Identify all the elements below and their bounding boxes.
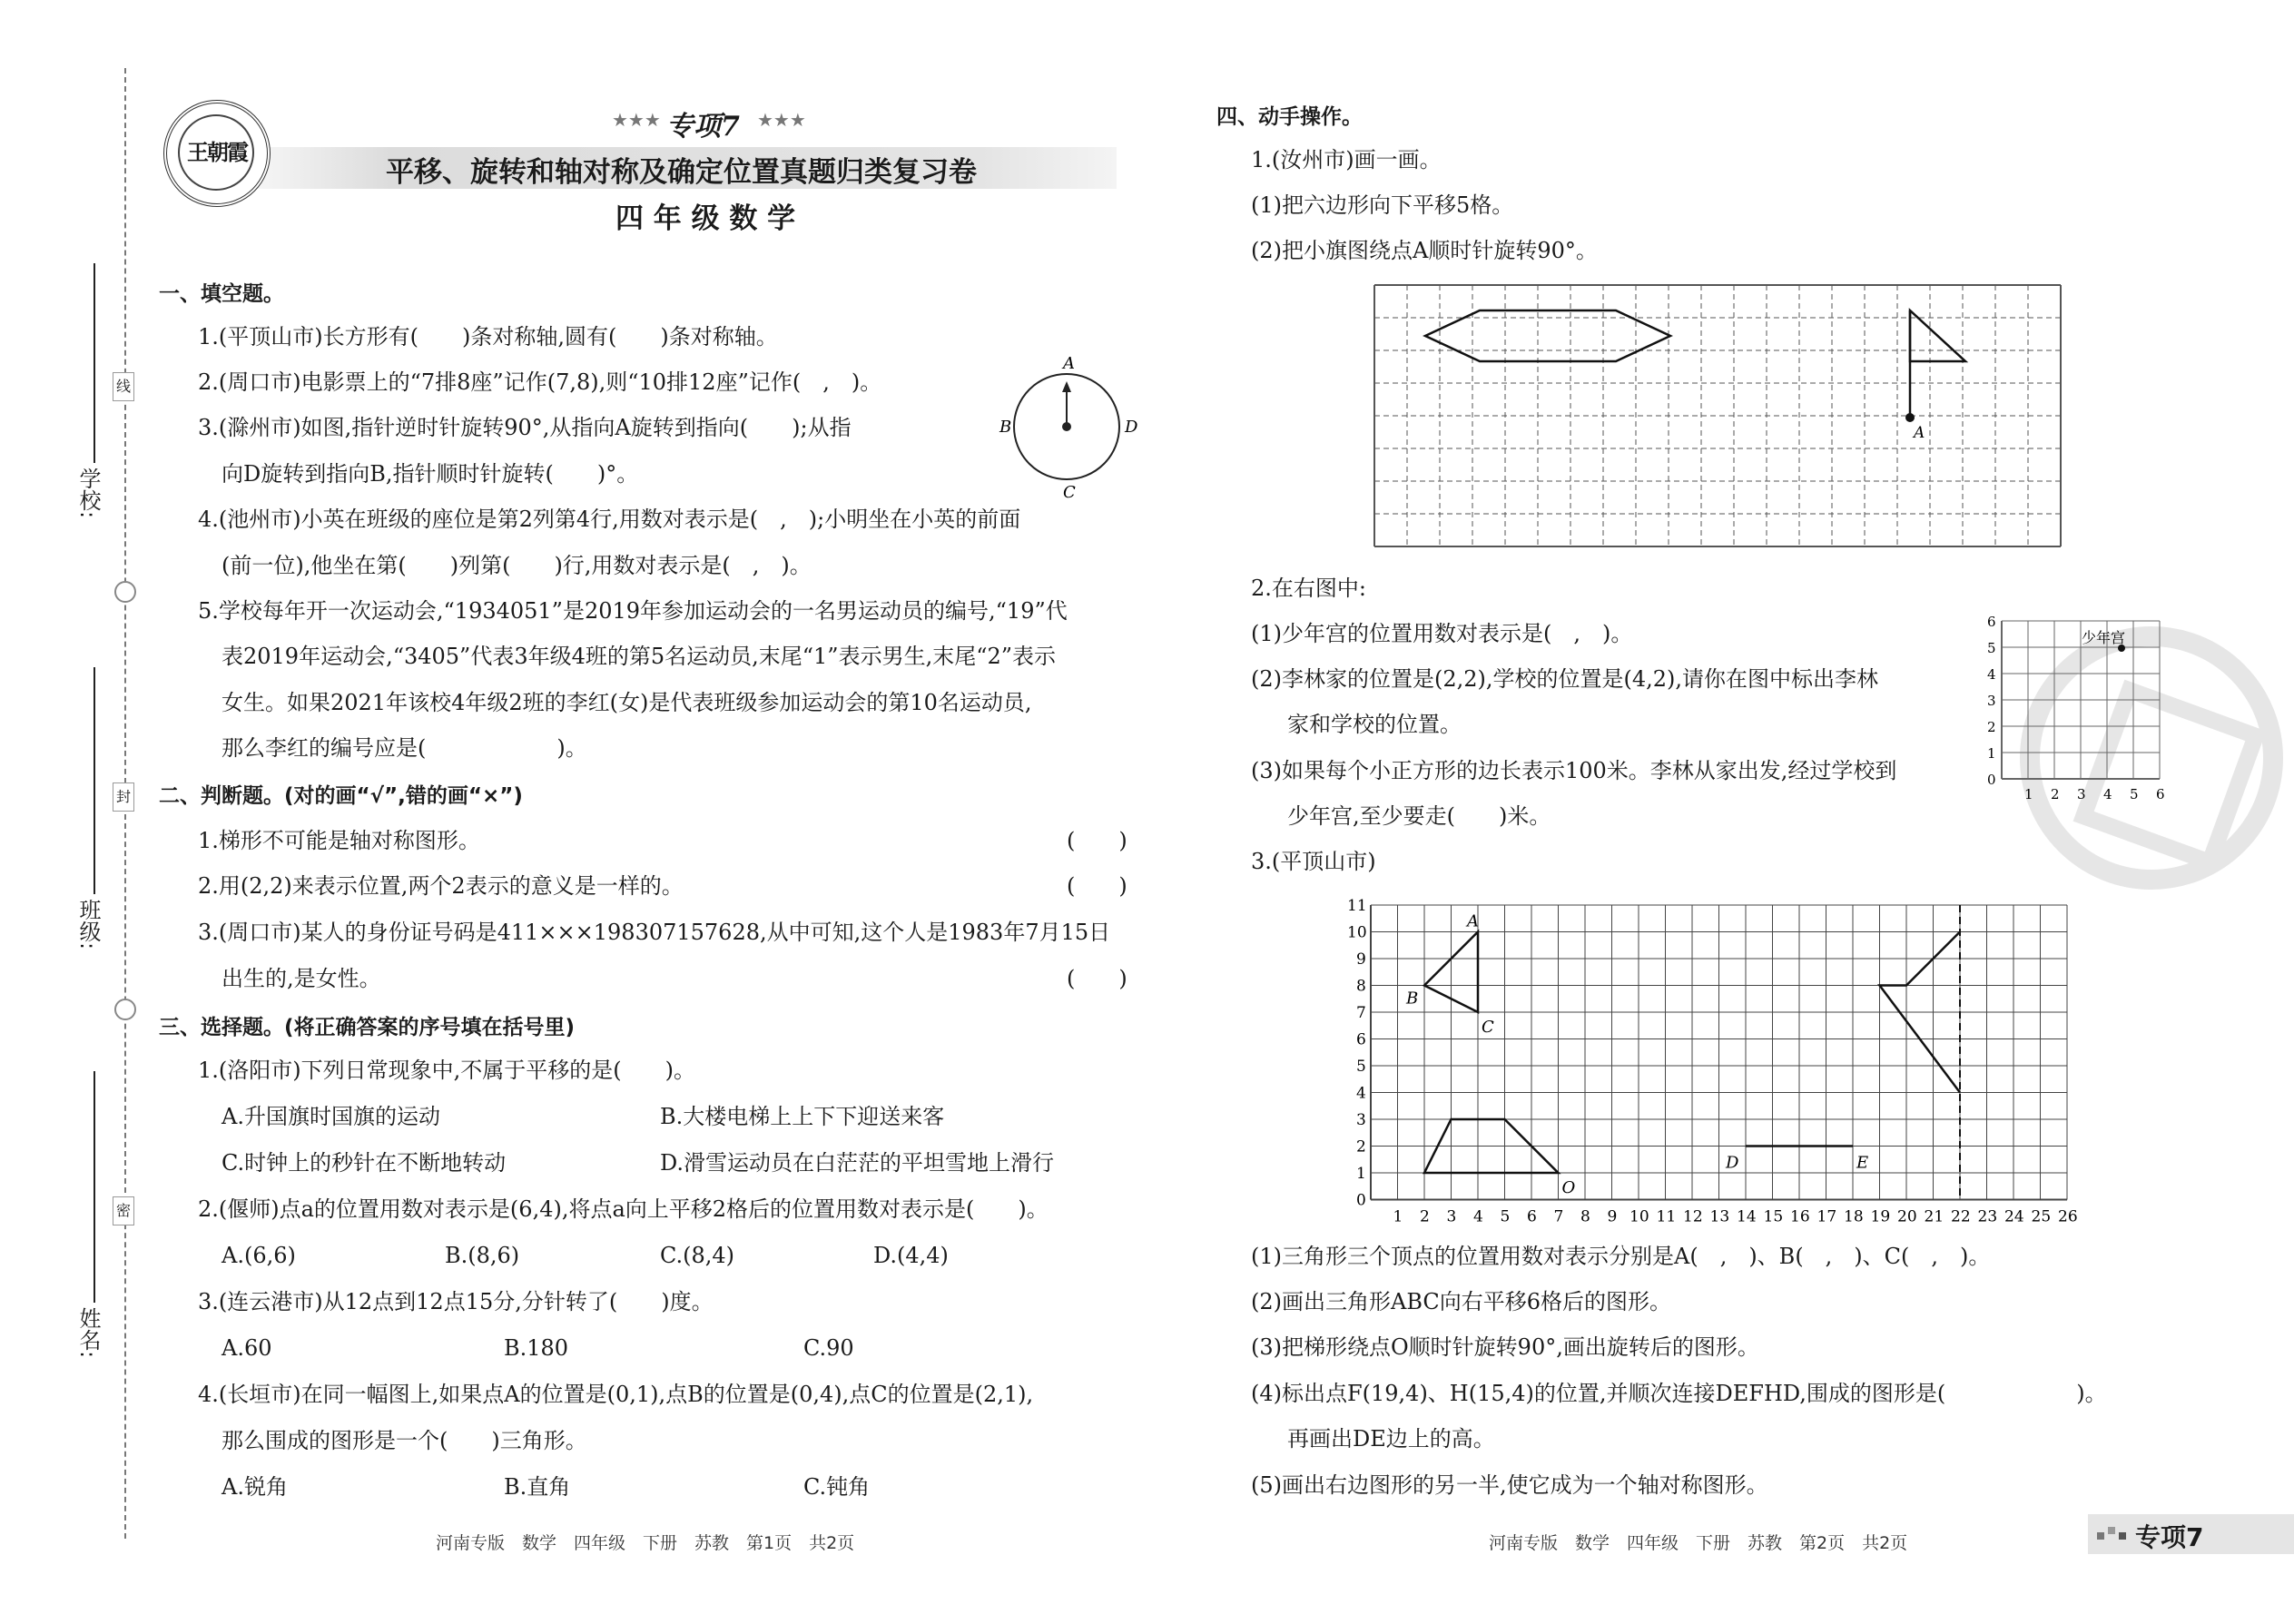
label-o: O: [1561, 1178, 1576, 1197]
choice-4-option-a[interactable]: A.锐角: [222, 1474, 288, 1500]
label-b: B: [1406, 989, 1419, 1009]
section-heading: 一、填空题。: [159, 282, 284, 306]
x-tick-label: 3: [1446, 1207, 1457, 1225]
y-tick-label: 7: [1356, 1004, 1366, 1022]
grid-3-shapes: [1405, 905, 1960, 1200]
choice-4-option-c[interactable]: C.钝角: [803, 1474, 871, 1500]
choice-3-option-b[interactable]: B.180: [504, 1335, 569, 1361]
label-a: A: [1467, 911, 1479, 931]
clock-center: [1062, 422, 1071, 431]
x-tick-label: 10: [1629, 1207, 1649, 1225]
question-1-4a: 4.(池州市)小英在班级的座位是第2列第4行,用数对表示是( , );小明坐在小英的前面: [198, 507, 1021, 532]
x-tick-label: 14: [1737, 1207, 1757, 1225]
y-tick-label: 9: [1356, 950, 1366, 969]
y-tick-label: 6: [1987, 614, 1996, 630]
y-tick-label: 8: [1356, 977, 1366, 996]
x-tick-label: 13: [1709, 1207, 1730, 1225]
page-title: 平移、旋转和轴对称及确定位置真题归类复习卷: [386, 156, 977, 189]
x-tick-label: 4: [2103, 786, 2112, 802]
task-3-5: (5)画出右边图形的另一半,使它成为一个轴对称图形。: [1251, 1472, 1768, 1498]
y-tick-label: 1: [1987, 745, 1996, 762]
task-2-2a: (2)李林家的位置是(2,2),学校的位置是(4,2),请你在图中标出李林: [1251, 666, 1879, 692]
task-3-3: (3)把梯形绕点O顺时针旋转90°,画出旋转后的图形。: [1251, 1334, 1759, 1360]
x-tick-label: 6: [2156, 786, 2165, 802]
page-subtitle: 四 年 级 数 学: [615, 202, 796, 235]
stars-right: ★★★: [757, 109, 806, 131]
clock-label-b: B: [999, 418, 1012, 437]
task-3-4a: (4)标出点F(19,4)、H(15,4)的位置,并顺次连接DEFHD,围成的图形是( )。: [1251, 1381, 2107, 1406]
clock-label-d: D: [1125, 418, 1138, 437]
x-tick-label: 1: [2024, 786, 2033, 802]
binding-hole-1: [114, 581, 136, 603]
grid-small-coordinates[interactable]: [1974, 608, 2197, 822]
task-2-2b: 家和学校的位置。: [1287, 712, 1462, 737]
x-tick-label: 2: [2051, 786, 2060, 802]
x-tick-label: 5: [2130, 786, 2139, 802]
name-label: 姓名:: [75, 1307, 101, 1359]
x-tick-label: 7: [1553, 1207, 1564, 1225]
x-tick-label: 19: [1870, 1207, 1891, 1225]
y-tick-label: 0: [1987, 772, 1996, 788]
choice-2-option-d[interactable]: D.(4,4): [873, 1243, 949, 1268]
footer-right: 河南专版 数学 四年级 下册 苏教 第2页 共2页: [1489, 1533, 1908, 1553]
judge-2-answer[interactable]: ( ): [1067, 873, 1127, 899]
question-1-5c: 女生。如果2021年该校4年级2班的李红(女)是代表班级参加运动会的第10名运动员,: [222, 690, 1032, 715]
question-1-3b: 向D旋转到指向B,指针顺时针旋转( )°。: [222, 461, 639, 487]
choice-1: 1.(洛阳市)下列日常现象中,不属于平移的是( )。: [198, 1058, 695, 1083]
x-tick-label: 18: [1844, 1207, 1864, 1225]
school-field[interactable]: [94, 263, 95, 463]
x-tick-label: 23: [1977, 1207, 1998, 1225]
x-tick-label: 15: [1763, 1207, 1784, 1225]
question-1-4b: (前一位),他坐在第( )列第( )行,用数对表示是( , )。: [222, 553, 812, 578]
binding-hole-2: [114, 999, 136, 1020]
y-tick-label: 3: [1356, 1111, 1366, 1129]
grid-3-lines: [1347, 897, 2078, 1225]
choice-3-option-a[interactable]: A.60: [222, 1335, 272, 1361]
grid-large-coordinates[interactable]: [1334, 894, 2106, 1225]
x-tick-label: 24: [2004, 1207, 2024, 1225]
x-tick-label: 9: [1607, 1207, 1618, 1225]
question-1-5a: 5.学校每年开一次运动会,“1934051”是2019年参加运动会的一名男运动员的编号,“19”代: [198, 598, 1068, 624]
x-tick-label: 25: [2031, 1207, 2052, 1225]
task-3-4b: 再画出DE边上的高。: [1287, 1426, 1495, 1452]
x-tick-label: 6: [1527, 1207, 1537, 1225]
name-field[interactable]: [94, 1071, 95, 1303]
clock-pointer-head: [1062, 381, 1071, 392]
question-1-5d: 那么李红的编号应是( )。: [222, 735, 587, 761]
logo-text: 王朝霞: [187, 139, 247, 165]
question-1-3a: 3.(滁州市)如图,指针逆时针旋转90°,从指向A旋转到指向( );从指: [198, 415, 852, 440]
x-tick-label: 12: [1683, 1207, 1703, 1225]
x-tick-label: 20: [1897, 1207, 1917, 1225]
label-d: D: [1726, 1153, 1739, 1173]
task-2-3a: (3)如果每个小正方形的边长表示100米。李林从家出发,经过学校到: [1251, 758, 1897, 783]
logo: [163, 100, 271, 207]
y-tick-label: 11: [1347, 897, 1367, 915]
task-2-1: (1)少年宫的位置用数对表示是( , )。: [1251, 621, 1633, 646]
question-1-5b: 表2019年运动会,“3405”代表3年级4班的第5名运动员,末尾“1”表示男生,末尾“2”表示: [222, 644, 1057, 669]
y-tick-label: 0: [1356, 1191, 1366, 1210]
task-2: 2.在右图中:: [1251, 576, 1366, 601]
point-a: [1905, 413, 1915, 422]
series-label: 专项7: [666, 111, 740, 143]
task-3-2: (2)画出三角形ABC向右平移6格后的图形。: [1251, 1289, 1672, 1314]
choice-1-option-a[interactable]: A.升国旗时国旗的运动: [222, 1104, 440, 1129]
x-tick-label: 21: [1924, 1207, 1944, 1225]
x-tick-label: 8: [1580, 1207, 1590, 1225]
y-tick-label: 1: [1356, 1165, 1366, 1183]
y-tick-label: 6: [1356, 1030, 1366, 1049]
choice-4a: 4.(长垣市)在同一幅图上,如果点A的位置是(0,1),点B的位置是(0,4),点C的位置是(2,1),: [198, 1382, 1034, 1407]
choice-4b: 那么围成的图形是一个( )三角形。: [222, 1428, 587, 1453]
choice-4-option-b[interactable]: B.直角: [504, 1474, 571, 1500]
choice-2-option-a[interactable]: A.(6,6): [222, 1243, 296, 1268]
choice-2-option-c[interactable]: C.(8,4): [660, 1243, 735, 1268]
footer-left: 河南专版 数学 四年级 下册 苏教 第1页 共2页: [436, 1533, 855, 1553]
clock-label-a: A: [1063, 354, 1075, 373]
task-1: 1.(汝州市)画一画。: [1251, 147, 1442, 172]
school-label: 学校:: [75, 468, 101, 519]
grid-hexagon-flag[interactable]: [1371, 281, 2070, 558]
question-1-2: 2.(周口市)电影票上的“7排8座”记作(7,8),则“10排12座”记作( , )。: [198, 369, 882, 395]
choice-1-option-b[interactable]: B.大楼电梯上上下下迎送来客: [660, 1104, 945, 1129]
judge-3-answer[interactable]: ( ): [1067, 966, 1127, 991]
label-e: E: [1856, 1153, 1869, 1173]
x-tick-label: 11: [1656, 1207, 1677, 1225]
clock-label-c: C: [1063, 483, 1076, 499]
section-heading: 三、选择题。(将正确答案的序号填在括号里): [159, 1016, 576, 1039]
choice-1-option-d[interactable]: D.滑雪运动员在白茫茫的平坦雪地上滑行: [660, 1150, 1055, 1176]
x-tick-label: 16: [1790, 1207, 1810, 1225]
judge-1: 1.梯形不可能是轴对称图形。: [198, 828, 480, 853]
y-tick-label: 2: [1356, 1137, 1366, 1156]
choice-3-option-c[interactable]: C.90: [803, 1335, 854, 1361]
mark-dense: 密: [113, 1196, 134, 1225]
judge-3b: 出生的,是女性。: [222, 966, 381, 991]
choice-3: 3.(连云港市)从12点到12点15分,分针转了( )度。: [198, 1289, 714, 1314]
x-tick-label: 3: [2077, 786, 2086, 802]
x-tick-label: 26: [2058, 1207, 2078, 1225]
x-tick-label: 5: [1500, 1207, 1511, 1225]
choice-2: 2.(偃师)点a的位置用数对表示是(6,4),将点a向上平移2格后的位置用数对表示是( )。: [198, 1196, 1049, 1222]
series-tag: [2088, 1514, 2294, 1554]
section-heading: 四、动手操作。: [1216, 105, 1363, 129]
question-1-1: 1.(平顶山市)长方形有( )条对称轴,圆有( )条对称轴。: [198, 324, 778, 349]
choice-1-option-c[interactable]: C.时钟上的秒针在不断地转动: [222, 1150, 507, 1176]
x-tick-label: 17: [1816, 1207, 1837, 1225]
class-label: 班级:: [75, 899, 101, 950]
point-a-label: A: [1914, 424, 1925, 442]
task-1-2: (2)把小旗图绕点A顺时针旋转90°。: [1251, 238, 1598, 263]
clock-diagram: [994, 354, 1148, 499]
grid-1-lines: [1374, 285, 2061, 546]
x-tick-label: 4: [1473, 1207, 1483, 1225]
task-3-1: (1)三角形三个顶点的位置用数对表示分别是A( , )、B( , )、C( , )。: [1251, 1244, 1991, 1269]
y-tick-label: 5: [1356, 1058, 1366, 1076]
stars-left: ★★★: [612, 109, 661, 131]
task-3: 3.(平顶山市): [1251, 849, 1376, 874]
section-heading: 二、判断题。(对的画“√”,错的画“×”): [159, 784, 523, 808]
judge-3a: 3.(周口市)某人的身份证号码是411×××198307157628,从中可知,这个人是1983年7月15日: [198, 920, 1111, 945]
grid-2-lines: [1987, 614, 2165, 802]
judge-2: 2.用(2,2)来表示位置,两个2表示的意义是一样的。: [198, 873, 684, 899]
mark-seal: 封: [113, 782, 134, 812]
mark-line: 线: [113, 372, 134, 401]
y-tick-label: 4: [1356, 1084, 1366, 1103]
x-tick-label: 2: [1420, 1207, 1430, 1225]
task-1-1: (1)把六边形向下平移5格。: [1251, 192, 1514, 218]
y-tick-label: 2: [1987, 719, 1996, 735]
x-tick-label: 1: [1393, 1207, 1403, 1225]
y-tick-label: 5: [1987, 640, 1996, 656]
judge-1-answer[interactable]: ( ): [1067, 828, 1127, 853]
palace-label: 少年宫: [2082, 629, 2126, 646]
y-tick-label: 3: [1987, 693, 1996, 709]
y-tick-label: 4: [1987, 666, 1996, 683]
class-field[interactable]: [94, 667, 95, 894]
choice-2-option-b[interactable]: B.(8,6): [445, 1243, 520, 1268]
task-2-3b: 少年宫,至少要走( )米。: [1287, 803, 1551, 829]
series-tag-label: 专项7: [2135, 1522, 2204, 1552]
y-tick-label: 10: [1347, 923, 1367, 942]
label-c: C: [1482, 1018, 1494, 1037]
x-tick-label: 22: [1951, 1207, 1971, 1225]
